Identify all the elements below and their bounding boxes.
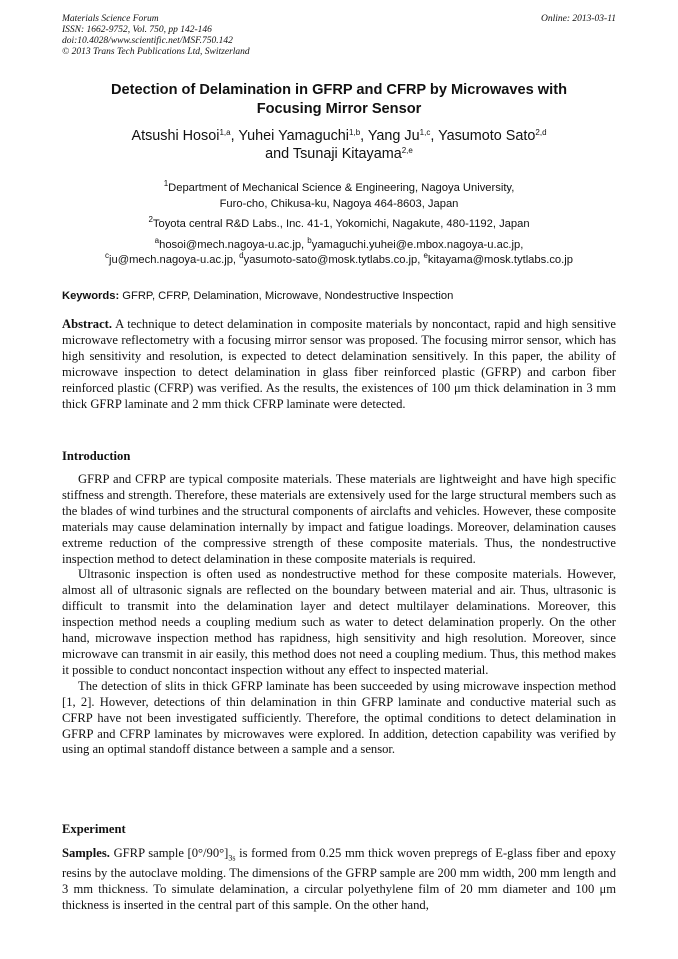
affiliation-sup: 2 [148,215,153,224]
author-name: and Tsunaji Kitayama [265,146,402,162]
email-sup: a [154,236,160,245]
samples-label: Samples. [62,846,110,860]
samples-text-rest: is formed from 0.25 mm thick woven prepregs of E-glass fiber and epoxy resins by the autoclave molding. The dimensions of the GFRP sample are 200 mm width, 200 mm length and 3 mm thickness. To simulate delamination, a circular polyethylene film of 20 mm diameter and 100 μm thickness is inserted in the central part of this sample. On the other hand, [62,846,616,913]
author-sup: 2,d [535,128,547,137]
keywords-text: GFRP, CFRP, Delamination, Microwave, Nondestructive Inspection [119,290,454,302]
email-line-1 [62,238,616,253]
author-separator: , [230,128,239,144]
introduction-paragraph: Ultrasonic inspection is often used as nondestructive method for these composite materials. However, almost all of ultrasonic signals are reflected on the boundary between material and air. Thus, ultrasonic is difficult to transmit into the delamination layer and detect multilayer delaminations. Moreover, this inspection method needs a coupling medium such as water to detect delamination properly. On the other hand, microwave inspection method has rapidness, high sensitivity and high resolution. Moreover, since microwave can transmit in air easily, this method does not need a coupling medium. Thus, this method makes it possible to conduct noncontact inspection without any effect to inspected material. [62,567,616,677]
introduction-paragraph: GFRP and CFRP are typical composite materials. These materials are lightweight and have high specific stiffness and strength. Therefore, these materials are extensively used for the large structural members such as the blades of wind turbines and the structural components of airclafts and vehicles. However, these composite materials may cause delamination internally by impact and fatigue loadings. Moreover, delamination causes extreme reduction of the compressive strength of these composite materials. Thus, the nondestructive inspection method to detect delamination in these composite materials is required. [62,472,616,566]
author-list [62,127,616,163]
copyright-line: © 2013 Trans Tech Publications Ltd, Switzerland [62,47,250,57]
title-line-1: Detection of Delamination in GFRP and CFRP by Microwaves with [111,82,567,98]
introduction-body [62,472,616,758]
affiliation-1-line-2: Furo-cho, Chikusa-ku, Nagoya 464-8603, Japan [219,197,459,210]
samples-text-start: GFRP sample [0°/90°] [109,846,229,860]
author-separator: , [430,128,439,144]
author-line-1 [62,127,616,145]
email-address: ju@mech.nagoya-u.ac.jp, [109,254,240,266]
layup-subscript: 3s [228,853,236,863]
abstract [62,317,616,412]
introduction-heading: Introduction [62,449,131,463]
abstract-label: Abstract. [62,317,113,331]
author-name: Yang Ju [367,128,420,144]
author-sup: 2,e [401,146,413,155]
author-sup: 1,a [219,128,231,137]
author-emails [62,238,616,268]
affiliation-1-line-1 [62,181,616,197]
keywords [62,289,616,303]
abstract-paragraph [62,317,616,412]
affiliation-2 [62,217,616,233]
email-sup: c [105,251,110,260]
author-separator: , [360,128,368,144]
author-sup: 1,c [419,128,431,137]
email-address: hosoi@mech.nagoya-u.ac.jp, [159,239,308,251]
affiliation-sup: 1 [163,179,169,188]
author-name: Yasumoto Sato [438,128,536,144]
journal-header [62,14,616,58]
experiment-heading: Experiment [62,822,126,836]
affiliation-1 [62,181,616,212]
author-name: Atsushi Hosoi [131,128,220,144]
abstract-text: A technique to detect delamination in composite materials by noncontact, rapid and high sensitive microwave reflectometry with a focusing mirror sensor was proposed. The focusing mirror sensor, which has high sensitivity and resolution, is expected to detect delamination sensitively. In this paper, the ability of microwave inspection to detect delamination in glass fiber reinforced plastic (GFRP) and carbon fiber reinforced plastic (CFRP) was verified. As the results, the existences of 100 μm thick delamination in 3 mm thick GFRP laminate and 2 mm thick CFRP laminate were detected. [62,317,616,411]
journal-name: Materials Science Forum [62,14,159,24]
email-address: kitayama@mosk.tytlabs.co.jp [427,254,573,266]
email-address: yasumoto-sato@mosk.tytlabs.co.jp, [243,254,424,266]
author-sup: 1,b [349,128,361,137]
email-address: yamaguchi.yuhei@e.mbox.nagoya-u.ac.jp, [311,239,524,251]
introduction-paragraph: The detection of slits in thick GFRP laminate has been succeeded by using microwave inspection method [1, 2]. However, detections of thin delamination in thin GFRP laminate and conductive material such as CFRP have not been investigated sufficiently. Therefore, the optimal conditions to detect delamination in GFRP and CFRP laminates by microwaves were explored. In addition, detection capability was verified by using an optimal standoff distance between a sample and a sensor. [62,678,616,757]
author-line-2 [62,145,616,163]
affiliation-text: Toyota central R&D Labs., Inc. 41-1, Yokomichi, Nagakute, 480-1192, Japan [152,218,530,230]
samples-paragraph [62,846,616,914]
author-name: Yuhei Yamaguchi [238,128,350,144]
email-sup: d [239,251,244,260]
issn-line: ISSN: 1662-9752, Vol. 750, pp 142-146 [62,25,212,35]
email-line-2 [62,253,616,268]
paper-title [62,81,616,119]
email-sup: b [307,236,312,245]
online-date: Online: 2013-03-11 [540,14,616,24]
doi-line: doi:10.4028/www.scientific.net/MSF.750.142 [62,36,233,46]
title-line-2: Focusing Mirror Sensor [256,101,422,117]
affiliation-text: Department of Mechanical Science & Engineering, Nagoya University, [168,182,515,194]
email-sup: e [423,251,428,260]
samples-section [62,846,616,914]
keywords-label: Keywords: [62,290,120,302]
